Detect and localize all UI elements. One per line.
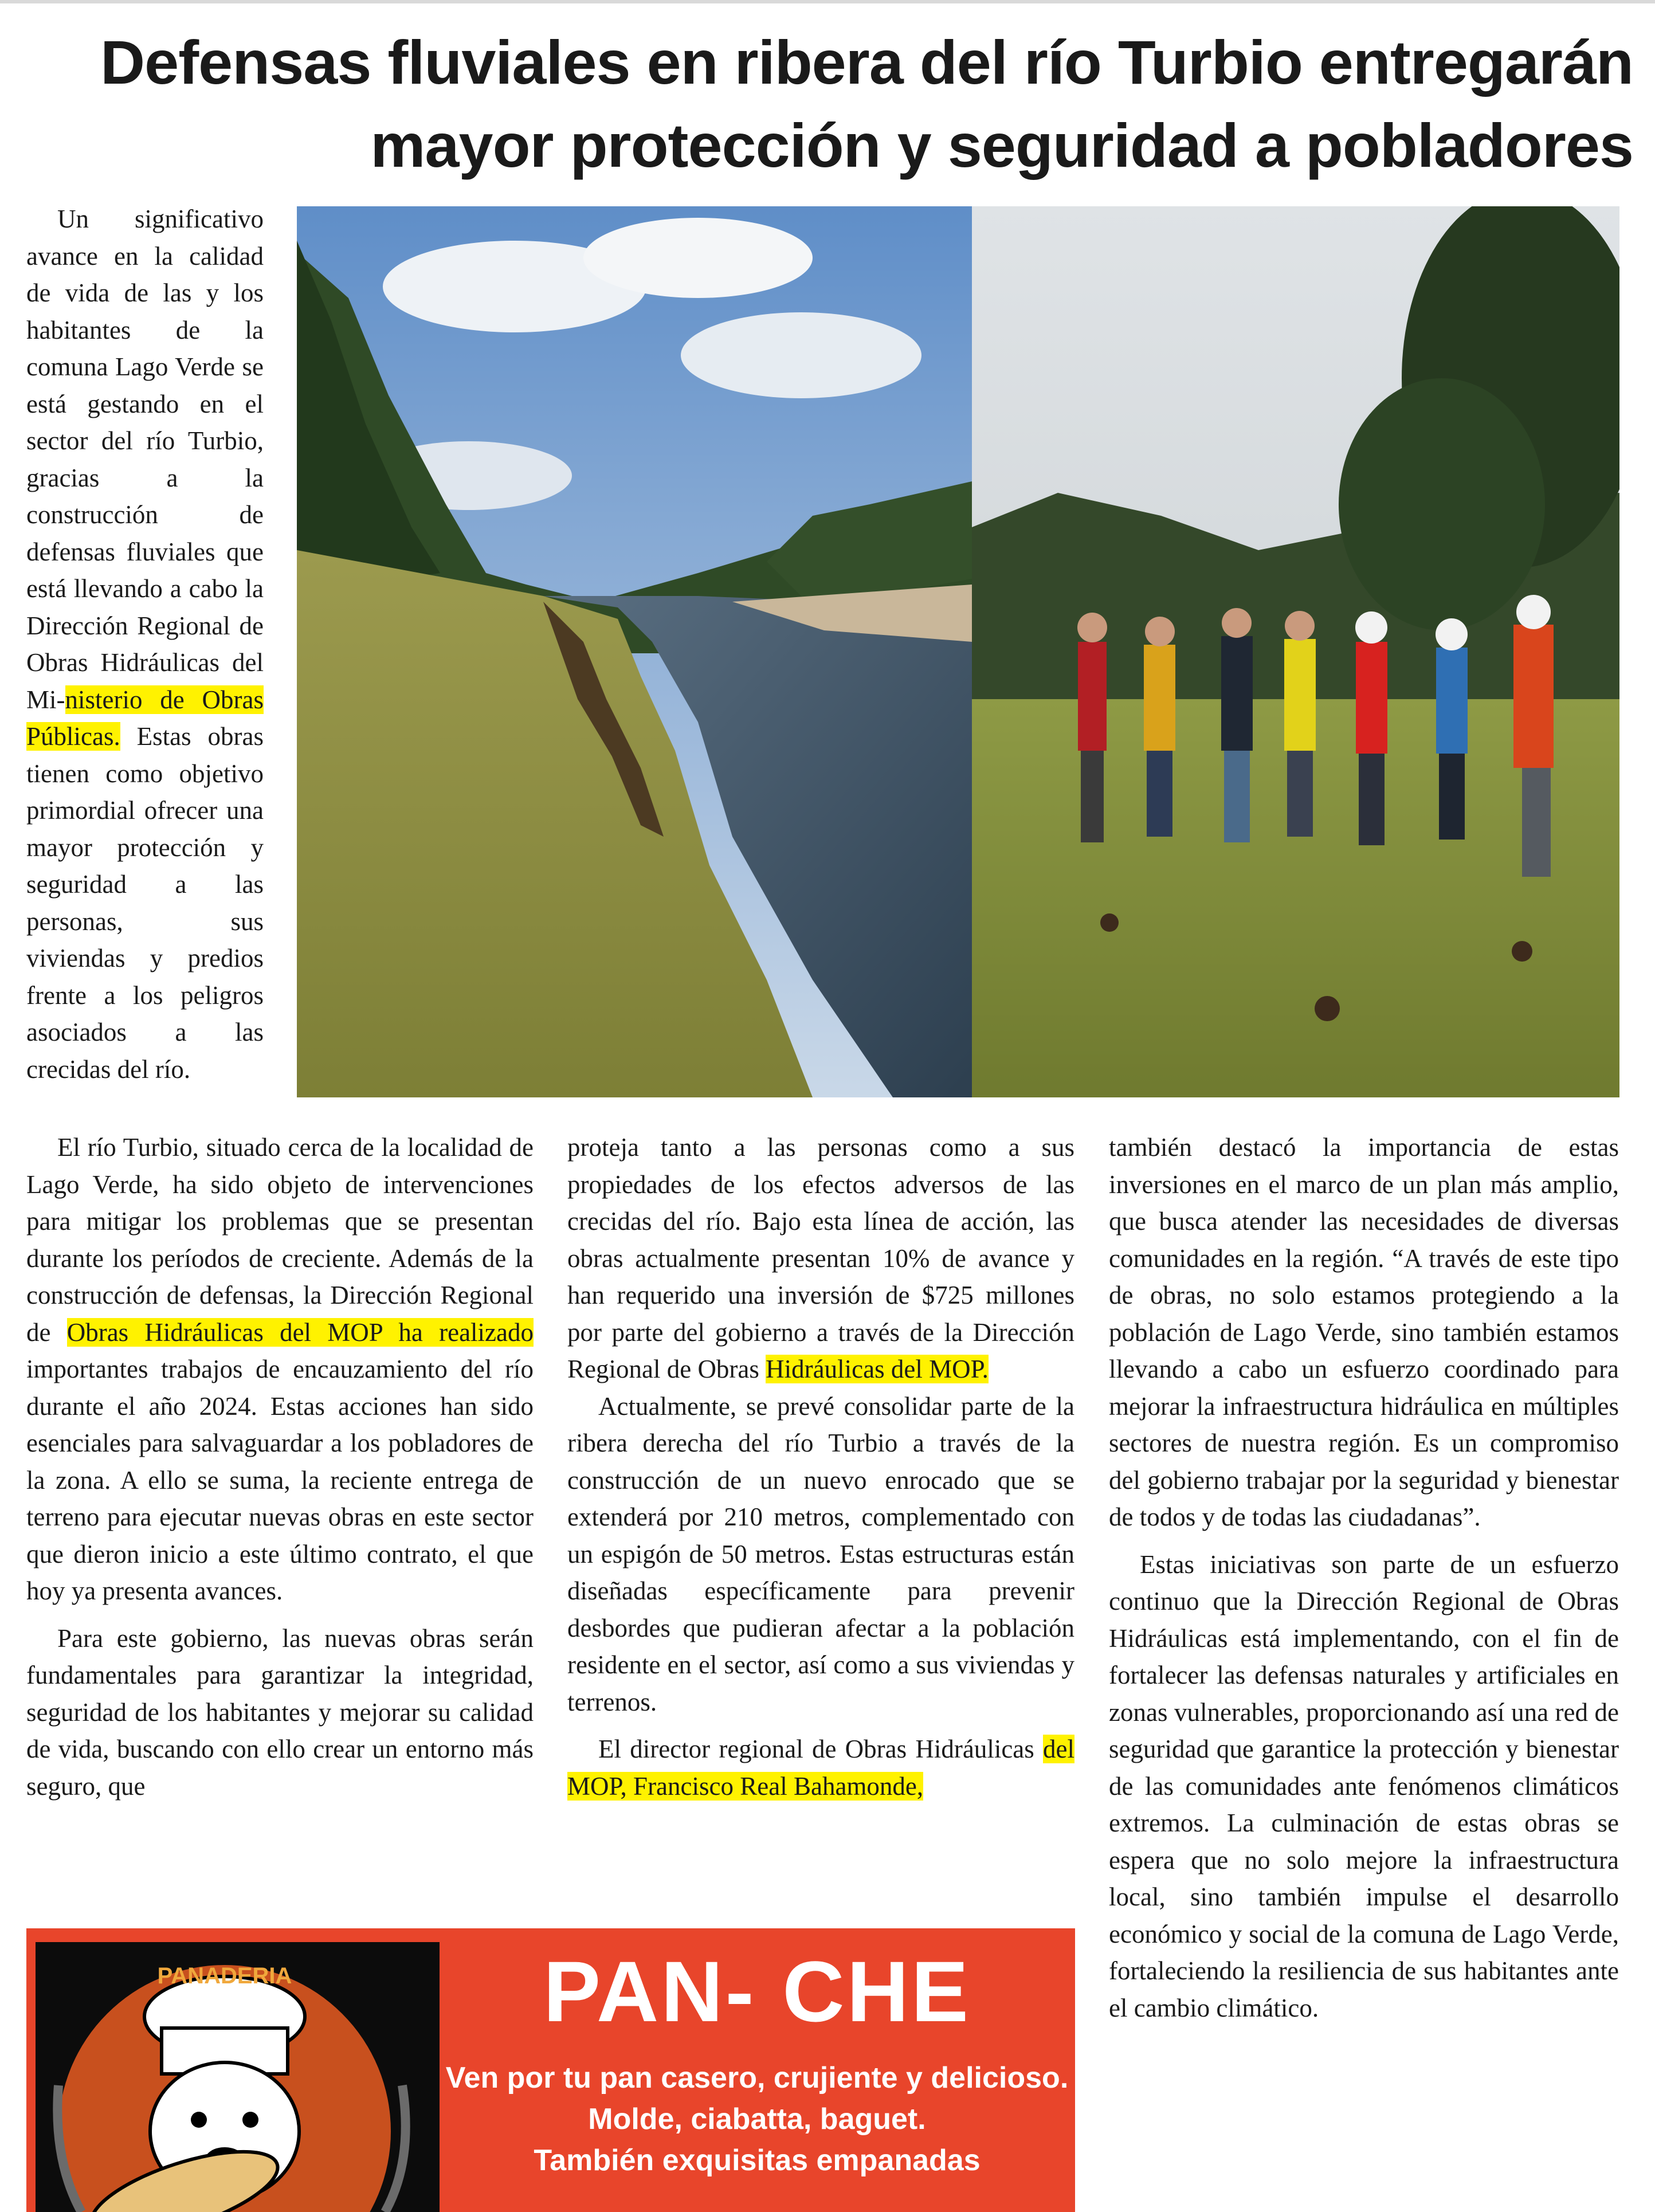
column2-paragraph2: Actualmente, se prevé consolidar parte de la ribera derecha del río Turbio a través de la construcción de un nuevo enrocado que se extenderá por 210 metros, complementado con un espigón de 50 metros. Estas estructuras están diseñadas específicamente para prevenir desbordes que pudieran afectar a la población residente en el sector, así como a sus viviendas y terrenos. (567, 1391, 1074, 1716)
ad-products: Molde, ciabatta, baguet. (588, 2103, 926, 2136)
photo-row (297, 206, 1619, 1097)
bakery-brand-name: PAN- CHE (543, 1943, 971, 2040)
bakery-advertisement (26, 1928, 1075, 2212)
bakery-logo (36, 1942, 440, 2212)
headline-line-2: mayor protección y seguridad a pobladores (370, 111, 1633, 180)
column2-highlight-director: del MOP, Francisco Real Bahamonde, (567, 1735, 1074, 1801)
headline-line-1: Defensas fluviales en ribera del río Turbio entregarán (100, 28, 1633, 97)
ad-empanadas: También exquisitas empanadas (534, 2144, 981, 2177)
column3-paragraph2: Estas iniciativas son parte de un esfuerzo continuo que la Dirección Regional de Obras Hidráulicas está implementando, con el fin de fortalecer las defensas naturales y artificiales en zonas vulnerables, proporcionando así una red de seguridad que garantice la protección y bienestar de las comunidades ante fenómenos climáticos extremos. La culminación de estas obras se espera que no solo mejore la infraestructura local, sino también impulse el desarrollo económico y social de la comuna de Lago Verde, fortaleciendo la resiliencia de sus habitantes ante el cambio climático. (1109, 1550, 1619, 2022)
bakery-logo-text: PANADERIA (157, 1963, 292, 1989)
intro-text-continued: Estas obras tienen como objetivo primordial ofrecer una mayor protección y seguridad a las personas, sus viviendas y predios frente a los peligros asociados a las crecidas del río. (26, 722, 264, 1084)
column1-paragraph1-continued: importantes trabajos de encauzamiento del río durante el año 2024. Estas acciones han sido esenciales para salvaguardar a los pobladores de la zona. A ello se suma, la reciente entrega de terreno para ejecutar nuevas obras en este sector que dieron inicio a este último contrato, el que hoy ya presenta avances. (26, 1355, 534, 1605)
article-column-2 (567, 1129, 1074, 1805)
article-column-3 (1109, 1129, 1619, 2026)
column1-highlight: Obras Hidráulicas del MOP ha realizado (66, 1317, 534, 1347)
column2-paragraph3: El director regional de Obras Hidráulicas (598, 1735, 1044, 1763)
inspection-photo (972, 206, 1619, 1097)
column1-paragraph1: El río Turbio, situado cerca de la localidad de Lago Verde, ha sido objeto de intervenciones para mitigar los problemas que se presentan durante los períodos de creciente. Además de la construcción de defensas, la Dirección Regional de (26, 1133, 534, 1347)
top-rule (0, 0, 1655, 3)
article-headline (23, 21, 1633, 187)
intro-highlight: nisterio de Obras Públicas. (26, 685, 264, 751)
river-photo (297, 206, 972, 1097)
column1-paragraph2: Para este gobierno, las nuevas obras serán fundamentales para garantizar la integridad, seguridad de los habitantes y mejorar su calidad de vida, buscando con ello crear un entorno más seguro, que (26, 1623, 534, 1801)
article-column-1 (26, 1129, 534, 1805)
column2-highlight: Hidráulicas del MOP. (766, 1355, 989, 1383)
column3-paragraph1: también destacó la importancia de estas inversiones en el marco de un plan más amplio, que busca atender las necesidades de diversas comunidades en la región. “A través de este tipo de obras, no solo estamos protegiendo a la población de Lago Verde, sino también estamos llevando a cabo un esfuerzo coordinado para mejorar la infraestructura hidráulica en múltiples sectores de nuestra región. Es un compromiso del gobierno trabajar por la seguridad y bienestar de todos y de todas las ciudadanas”. (1109, 1133, 1619, 1531)
column2-paragraph1: proteja tanto a las personas como a sus propiedades de los efectos adversos de las crecidas del río. Bajo esta línea de acción, las obras actualmente presentan 10% de avance y han requerido una inversión de $725 millones por parte del gobierno a través de la Dirección Regional de Obras (567, 1133, 1074, 1383)
ad-tagline: Ven por tu pan casero, crujiente y delicioso. (445, 2061, 1069, 2095)
intro-paragraph (26, 201, 264, 1088)
intro-text: Un significativo avance en la calidad de vida de las y los habitantes de la comuna Lago Verde se está gestando en el sector del río Turbio, gracias a la construcción de defensas fluviales que está llevando a cabo la Dirección Regional de Obras Hidráulicas del Mi- (26, 205, 264, 714)
